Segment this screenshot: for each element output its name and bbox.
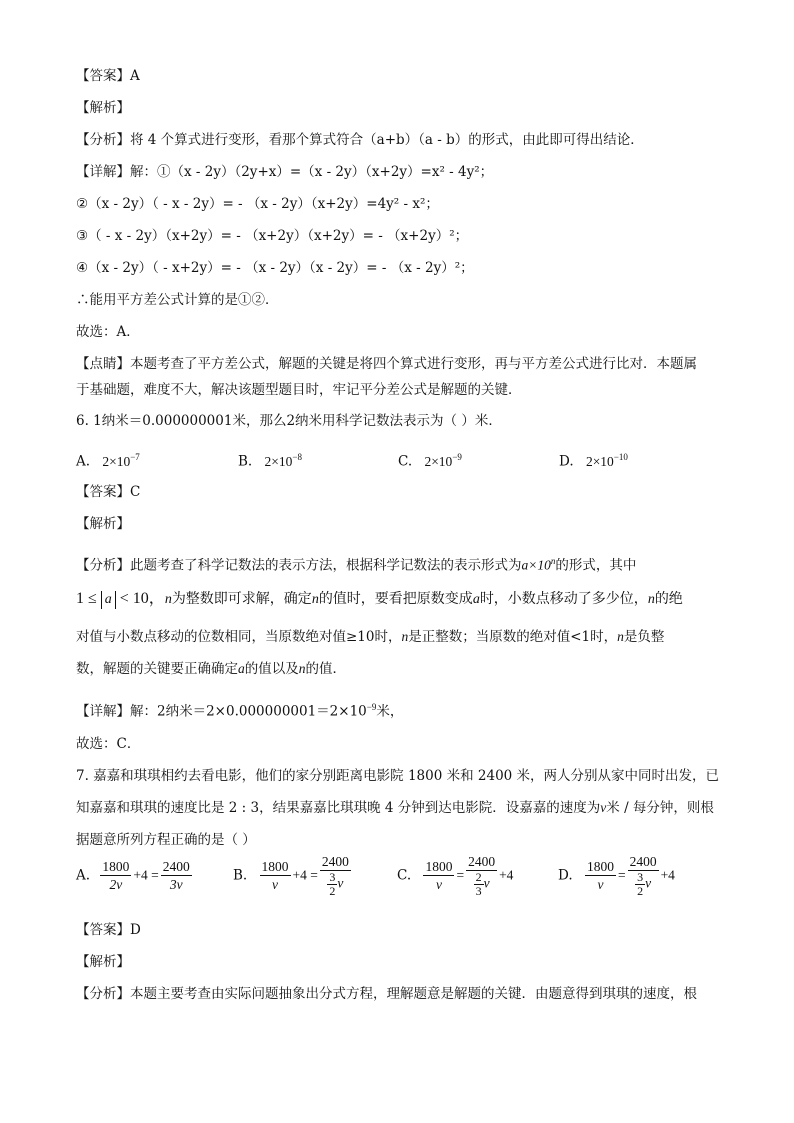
operator: = <box>617 867 626 883</box>
fenxi-text-a: 【分析】此题考查了科学记数法的表示方法，根据科学记数法的表示形式为 <box>76 557 522 574</box>
q7-stem-2 <box>76 798 714 818</box>
q7-option-b <box>233 853 353 898</box>
line4-text-c: 的值． <box>305 661 346 677</box>
operator: = <box>456 867 465 883</box>
q6-choice: 故选：C． <box>76 736 141 752</box>
operator: +4 = <box>292 867 318 883</box>
option-base: 2×10 <box>102 453 131 469</box>
numerator: 2400 <box>321 854 349 869</box>
denominator <box>628 871 659 898</box>
option-exp: −9 <box>452 452 462 462</box>
line3-text-b: 是正整数；当原数的绝对值<1时， <box>408 629 618 645</box>
q7-option-d <box>558 853 675 898</box>
denominator: 3 <box>475 884 482 898</box>
q7-fenxi: 【分析】本题主要考查由实际问题抽象出分式方程，理解题意是解题的关键．由题意得到琪琪的速度，根 <box>76 986 697 1002</box>
q5-fenxi: 【分析】将 4 个算式进行变形，看那个算式符合（a+b）（a - b）的形式，由此即可得出结论． <box>76 132 644 148</box>
q5-detail-3: ③（ - x - 2y）（x+2y）= - （x+2y）（x+2y）= - （x+2y）²； <box>76 228 469 244</box>
q5-answer: 【答案】A <box>76 68 140 84</box>
var-v: v <box>600 800 607 815</box>
option-label: B. <box>233 867 248 884</box>
inner-fraction <box>474 871 484 898</box>
cond-b: < 10， <box>115 590 165 607</box>
q6-stem: 6. 1纳米＝0.000000001米，那么2纳米用科学记数法表示为（ ）米． <box>76 413 502 429</box>
q6-condition-line <box>76 589 683 610</box>
denominator: 3v <box>169 877 183 892</box>
var-a: a <box>238 661 245 676</box>
option-base: 2×10 <box>585 453 614 469</box>
operator-tail: +4 <box>660 867 675 883</box>
q6-fenxi <box>76 551 636 576</box>
denominator <box>466 871 497 898</box>
q6-analysis-title: 【解析】 <box>76 516 130 532</box>
option-label: A. <box>76 867 91 884</box>
q7-answer: 【答案】D <box>76 922 141 938</box>
line3-text-c: 是负整 <box>623 629 665 645</box>
q5-comment-2: 于基础题，难度不大，解决该题型题目时，牢记平分差公式是解题的关键． <box>76 382 522 398</box>
cond-e: 时，小数点移动了多少位， <box>479 591 648 607</box>
option-base: 2×10 <box>424 453 453 469</box>
var-n: n <box>401 629 409 644</box>
q7-analysis-title: 【解析】 <box>76 954 130 970</box>
option-base: 2×10 <box>264 453 293 469</box>
q6-option-b <box>238 447 302 472</box>
detail-text-b: 米， <box>376 703 404 720</box>
var-n: n <box>617 629 624 644</box>
q7-stem-1: 7. 嘉嘉和琪琪相约去看电影，他们的家分别距离电影院 1800 米和 2400 米，两人分别从家中同时出发，已 <box>76 768 720 784</box>
q6-option-a <box>76 447 140 472</box>
option-label: C. <box>397 867 412 884</box>
q6-detail <box>76 697 403 722</box>
numerator: 1800 <box>261 859 289 874</box>
stem2-text-b: 米 / 每分钟，则根 <box>606 800 714 816</box>
cond-a: 1 ≤ <box>76 590 101 607</box>
numerator: 2400 <box>468 854 496 869</box>
fraction <box>585 858 616 893</box>
abs-a: a <box>101 591 116 609</box>
var-n: n <box>311 592 319 607</box>
q7-option-c <box>397 853 513 898</box>
denominator: v <box>597 877 604 892</box>
q5-conclusion: ∴能用平方差公式计算的是①②． <box>76 292 279 308</box>
option-label: B. <box>238 453 253 470</box>
numerator: 2400 <box>162 859 190 874</box>
q5-detail-2: ②（x - 2y）（ - x - 2y）= - （x - 2y）（x+2y）=4y² - x²； <box>76 196 439 212</box>
numerator: 3 <box>329 870 336 884</box>
option-label: D. <box>559 453 574 470</box>
option-label: C. <box>398 453 413 470</box>
q6-option-d <box>559 447 628 472</box>
denominator: v <box>272 877 279 892</box>
q6-line-3 <box>76 627 664 647</box>
cond-c: 为整数即可求解，确定 <box>171 591 312 607</box>
option-label: D. <box>558 867 573 884</box>
detail-exp: −9 <box>366 702 377 712</box>
q5-detail-1: 【详解】解：①（x - 2y）（2y+x）=（x - 2y）（x+2y）=x² - 4y²； <box>76 164 494 180</box>
numerator: 2 <box>475 870 482 884</box>
option-label: A. <box>76 453 91 470</box>
option-exp: −8 <box>292 452 302 462</box>
var-n: n <box>164 592 172 607</box>
detail-text-a: 【详解】解：2纳米＝2×0.000000001＝2×10 <box>76 703 367 720</box>
var-v: v <box>645 875 652 891</box>
denominator: 2 <box>637 884 644 898</box>
cond-f: 的绝 <box>654 591 683 607</box>
fraction <box>260 858 291 893</box>
q6-line-4 <box>76 659 346 679</box>
denominator <box>320 871 351 898</box>
q6-option-c <box>398 447 462 472</box>
denominator: v <box>435 877 442 892</box>
option-exp: −10 <box>613 452 628 462</box>
q5-detail-4: ④（x - 2y）（ - x+2y）= - （x - 2y）（x - 2y）= - （x - 2y）²； <box>76 260 474 276</box>
fraction <box>100 858 131 893</box>
q7-option-a <box>76 858 194 893</box>
fenxi-text-b: 的形式，其中 <box>555 557 637 574</box>
option-exp: −7 <box>130 452 140 462</box>
fraction <box>466 853 497 898</box>
operator-tail: +4 <box>499 867 514 883</box>
q5-comment-1: 【点睛】本题考查了平方差公式，解题的关键是将四个算式进行变形，再与平方差公式进行比对．本题属 <box>76 356 697 372</box>
fraction <box>161 858 192 893</box>
q5-analysis-title: 【解析】 <box>76 100 130 116</box>
q5-choice: 故选：A． <box>76 324 140 340</box>
inner-fraction <box>635 871 645 898</box>
var-n: n <box>298 661 306 676</box>
numerator: 1800 <box>586 859 614 874</box>
stem2-text-a: 知嘉嘉和琪琪的速度比是 2 : 3，结果嘉嘉比琪琪晚 4 分钟到达电影院．设嘉嘉的速度为 <box>76 800 601 816</box>
var-a: a <box>472 592 480 607</box>
fraction <box>423 858 454 893</box>
sci-form-exp: n <box>550 556 556 566</box>
cond-d: 的值时，要看把原数变成 <box>318 591 473 607</box>
line4-text-a: 数，解题的关键要正确确定 <box>76 661 238 677</box>
numerator: 3 <box>637 870 644 884</box>
var-v: v <box>337 875 344 891</box>
line4-text-b: 的值以及 <box>244 661 299 677</box>
numerator: 1800 <box>102 859 130 874</box>
q6-answer: 【答案】C <box>76 484 141 500</box>
denominator: 2v <box>109 877 123 892</box>
numerator: 2400 <box>629 854 657 869</box>
inner-fraction <box>327 871 337 898</box>
var-n: n <box>647 592 655 607</box>
fraction <box>320 853 351 898</box>
numerator: 1800 <box>425 859 453 874</box>
denominator: 2 <box>329 884 336 898</box>
sci-form: a×10 <box>521 557 551 573</box>
operator: +4 = <box>133 867 159 883</box>
q7-stem-3: 据题意所列方程正确的是（ ） <box>76 832 256 848</box>
var-v: v <box>483 875 490 891</box>
fraction <box>628 853 659 898</box>
line3-text: 对值与小数点移动的位数相同，当原数绝对值≥10时， <box>76 629 402 645</box>
